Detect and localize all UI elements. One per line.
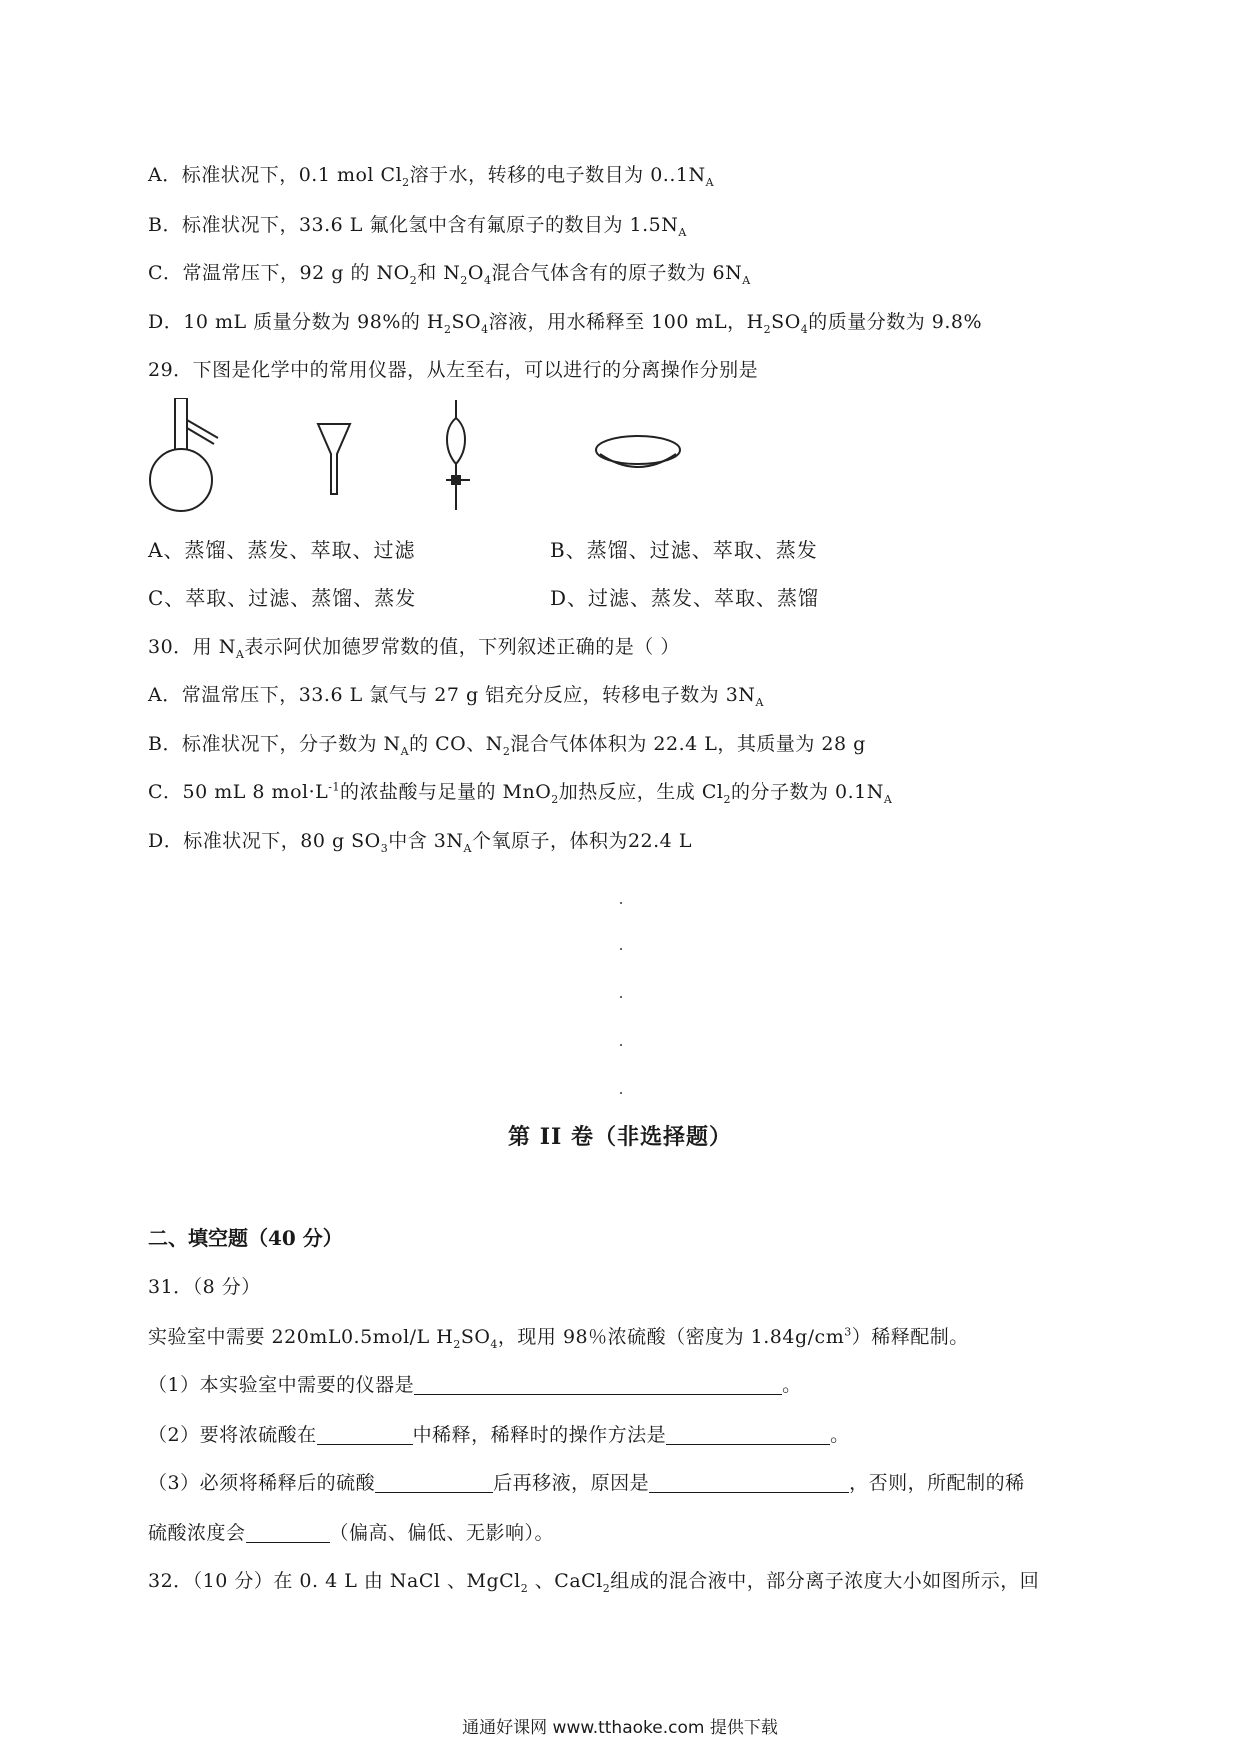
separatory-funnel-icon <box>446 400 470 510</box>
section-heading: 二、填空题（40 分） <box>148 1226 343 1250</box>
q30-option-c: C．50 mL 8 $mol\cdot L^{-1}$的浓盐酸与足量的 MnO$_2$加热反应，生成 $Cl_2$的分子数为 $0.1N_A$ <box>148 780 893 806</box>
scan-dot <box>620 996 622 998</box>
q32-stem: 32．（10 分）在 0. 4 L 由 NaCl 、MgCl$_2$ 、CaCl$_2$组成的混合液中，部分离子浓度大小如图所示，回 <box>148 1570 1040 1595</box>
scan-dot <box>620 1092 622 1094</box>
answer-blank[interactable] <box>246 1522 330 1543</box>
distillation-flask-icon <box>150 398 218 511</box>
funnel-icon <box>318 424 350 494</box>
answer-blank[interactable] <box>666 1424 830 1445</box>
q31-part3-cont: 硫酸浓度会 （偏高、偏低、无影响）。 <box>148 1522 555 1544</box>
q31-part3: （3）必须将稀释后的硫酸 后再移液，原因是 ，否则，所配制的稀 <box>148 1472 1025 1494</box>
scan-dot <box>620 948 622 950</box>
scan-dot <box>620 1044 622 1046</box>
answer-blank[interactable] <box>649 1472 849 1493</box>
part2-title: 第 II 卷（非选择题） <box>508 1124 732 1150</box>
evaporating-dish-icon <box>596 436 680 467</box>
q30-stem: 30．用 $N_A$表示阿伏加德罗常数的值，下列叙述正确的是（ ） <box>148 636 680 661</box>
scan-dot <box>620 902 622 904</box>
q31-part2: （2）要将浓硫酸在 中稀释，稀释时的操作方法是 。 <box>148 1424 850 1446</box>
q28-option-c: C．常温常压下，92 g 的 $NO_2$和 $N_2O_4$混合气体含有的原子数为 $6N_A$ <box>148 262 751 287</box>
q31-heading: 31．（8 分） <box>148 1276 261 1298</box>
q29-stem: 29．下图是化学中的常用仪器，从左至右，可以进行的分离操作分别是 <box>148 359 759 381</box>
q28-option-d: D．10 mL 质量分数为 98%的 $H_2SO_4$溶液，用水稀释至 100 mL，$H_2SO_4$的质量分数为 9.8% <box>148 311 983 336</box>
q28-option-a: A．标准状况下，0.1 mol $Cl_2$溶于水，转移的电子数目为 $0..1N_A$ <box>148 164 715 189</box>
answer-blank[interactable] <box>375 1472 493 1493</box>
q30-option-a: A．常温常压下，33.6 L 氯气与 27 g 铝充分反应，转移电子数为 $3N_A$ <box>148 684 764 709</box>
q30-option-b: B．标准状况下，分子数为 $N_A$的 CO、$N_2$混合气体体积为 22.4 L，其质量为 28 g <box>148 733 866 758</box>
answer-blank[interactable] <box>414 1374 782 1395</box>
q29-option-b: B、蒸馏、过滤、萃取、蒸发 <box>550 538 818 562</box>
q30-option-d: D．标准状况下，80 g $SO_3$中含 $3N_A$个氧原子，体积为22.4 L <box>148 830 692 855</box>
q29-option-c: C、萃取、过滤、蒸馏、蒸发 <box>148 586 417 610</box>
q29-option-d: D、过滤、蒸发、萃取、蒸馏 <box>550 586 820 610</box>
footer-download-note: 通通好课网 www.tthaoke.com 提供下载 <box>462 1718 778 1738</box>
q31-part1: （1）本实验室中需要的仪器是 。 <box>148 1374 802 1396</box>
q28-option-b: B．标准状况下，33.6 L 氟化氢中含有氟原子的数目为 $1.5N_A$ <box>148 214 687 239</box>
apparatus-figure <box>148 398 868 518</box>
q29-option-a: A、蒸馏、蒸发、萃取、过滤 <box>148 538 416 562</box>
q31-stem: 实验室中需要 220mL0.5mol/L $H_2SO_4$，现用 98％浓硫酸（密度为 $1.84g/cm^3$）稀释配制。 <box>148 1325 969 1351</box>
answer-blank[interactable] <box>317 1424 413 1445</box>
